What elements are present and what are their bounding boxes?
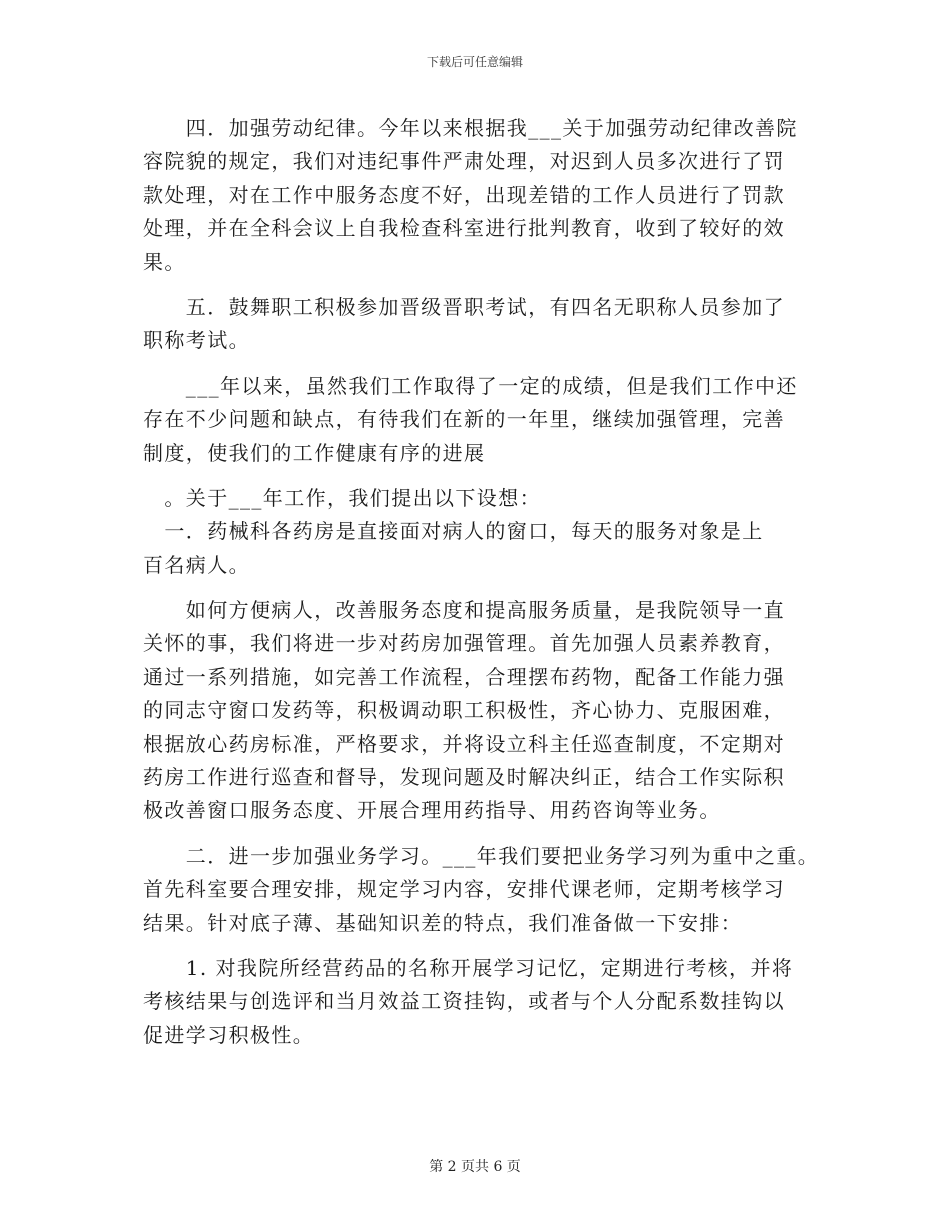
text-line: 促进学习积极性。 [143,1022,315,1047]
paragraph [143,952,823,1052]
paragraph [143,291,823,358]
text-line: 款处理，对在工作中服务态度不好，出现差错的工作人员进行了罚款 [143,182,785,207]
text-line: 根据放心药房标准，严格要求，并将设立科主任巡查制度，不定期对 [143,731,785,756]
text-line: 一．药械科各药房是直接面对病人的窗口，每天的服务对象是上 [143,519,764,544]
text-line: 1. 对我院所经营药品的名称开展学习记忆，定期进行考核，并将 [143,955,794,980]
page-header-note: 下载后可任意编辑 [426,55,523,69]
paragraph [143,594,823,828]
text-line: 的同志守窗口发药等，积极调动职工积极性，齐心协力、克服困难， [143,698,785,723]
text-line: 果。 [143,249,186,274]
text-line: ___年以来，虽然我们工作取得了一定的成绩，但是我们工作中还 [143,373,798,398]
text-line: 首先科室要合理安排，规定学习内容，安排代课老师，定期考核学习 [143,877,785,902]
text-line: 。关于___年工作，我们提出以下设想： [143,485,541,510]
text-line: 五．鼓舞职工积极参加晋级晋职考试，有四名无职称人员参加了 [143,294,785,319]
paragraph [143,482,823,515]
paragraph [143,370,823,470]
paragraph [143,112,823,279]
paragraph [143,840,823,940]
text-line: 通过一系列措施，如完善工作流程，合理摆布药物，配备工作能力强 [143,664,785,689]
text-line: 极改善窗口服务态度、开展合理用药指导、用药咨询等业务。 [143,798,721,823]
text-line: 百名病人。 [143,552,250,577]
text-line: 结果。针对底子薄、基础知识差的特点，我们准备做一下安排： [143,910,743,935]
text-line: 关怀的事，我们将进一步对药房加强管理。首先加强人员素养教育， [143,631,785,656]
text-line: 考核结果与创选评和当月效益工资挂钩，或者与个人分配系数挂钩以 [143,989,785,1014]
paragraph [143,515,823,582]
text-line: 容院貌的规定，我们对违纪事件严肃处理，对迟到人员多次进行了罚 [143,149,785,174]
text-line: 职称考试。 [143,328,250,353]
text-line: 二．进一步加强业务学习。___年我们要把业务学习列为重中之重。 [143,843,820,868]
text-line: 制度，使我们的工作健康有序的进展 [143,440,486,465]
text-line: 如何方便病人，改善服务态度和提高服务质量，是我院领导一直 [143,598,785,623]
text-line: 存在不少问题和缺点，有待我们在新的一年里，继续加强管理，完善 [143,407,785,432]
text-line: 处理，并在全科会议上自我检查科室进行批判教育，收到了较好的效 [143,216,785,241]
page-number: 第 2 页共 6 页 [429,1159,521,1175]
document-body [143,112,823,1052]
text-line: 四．加强劳动纪律。今年以来根据我___关于加强劳动纪律改善院 [143,116,798,140]
text-line: 药房工作进行巡查和督导，发现问题及时解决纠正，结合工作实际积 [143,765,785,790]
